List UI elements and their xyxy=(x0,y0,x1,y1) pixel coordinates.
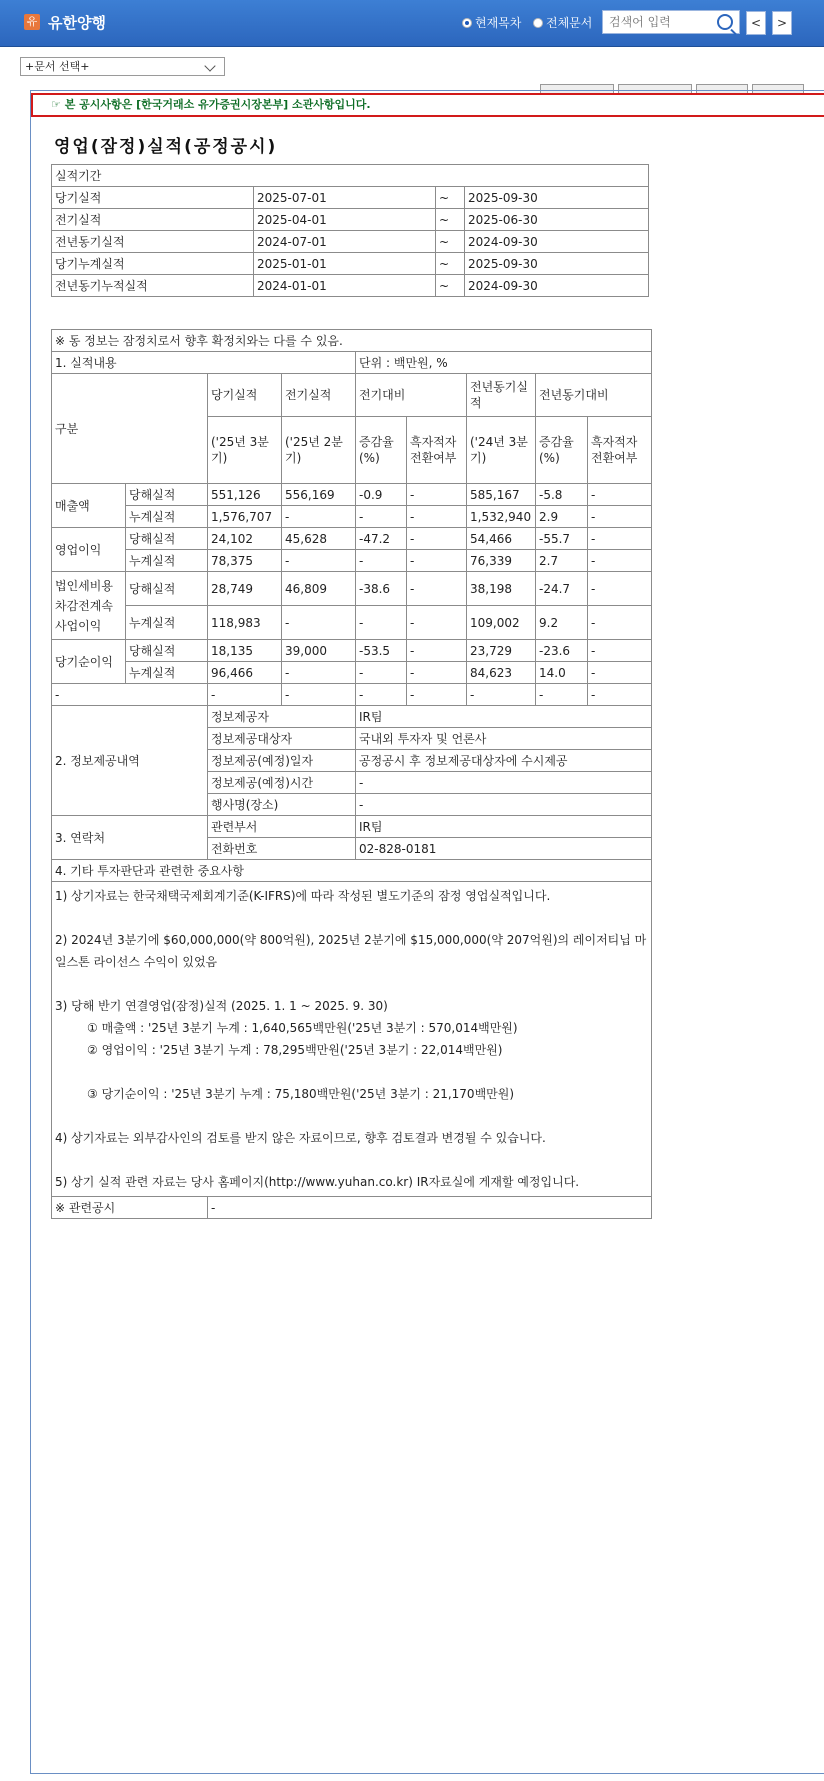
cell-yoy: 1,532,940 xyxy=(467,506,536,528)
group-revenue: 매출액 xyxy=(52,484,126,528)
cell-rate-yoy: -23.6 xyxy=(536,640,588,662)
provisional-note: ※ 동 정보는 잠정치로서 향후 확정치와는 다를 수 있음. xyxy=(52,330,652,352)
cell-previous: - xyxy=(282,662,356,684)
row-kind: 당해실적 xyxy=(126,484,208,506)
table-row xyxy=(52,484,652,506)
cell-previous: 556,169 xyxy=(282,484,356,506)
cell-current: 551,126 xyxy=(208,484,282,506)
cell-previous: 46,809 xyxy=(282,572,356,606)
period-tilde: ~ xyxy=(436,231,465,253)
cell-previous: - xyxy=(282,550,356,572)
row-kind: 누계실적 xyxy=(126,662,208,684)
cell-rate: -47.2 xyxy=(356,528,407,550)
sub-yoy-period: ('24년 3분기) xyxy=(467,417,536,484)
search-box xyxy=(602,10,740,34)
radio-all-docs[interactable] xyxy=(533,14,592,31)
cell-turn-yoy: - xyxy=(588,572,652,606)
table-row xyxy=(52,640,652,662)
cell-turn-yoy: - xyxy=(588,528,652,550)
period-row xyxy=(52,187,649,209)
cell-yoy: 38,198 xyxy=(467,572,536,606)
period-table xyxy=(51,164,649,297)
cell-dash: - xyxy=(588,684,652,706)
memo-para-5: 5) 상기 실적 관련 자료는 당사 홈페이지(http://www.yuhan.co.kr) IR자료실에 게재할 예정입니다. xyxy=(55,1175,580,1189)
jurisdiction-notice: ☞ 본 공시사항은 [한국거래소 유가증권시장본부] 소관사항입니다. xyxy=(31,93,824,117)
period-label: 전기실적 xyxy=(52,209,254,231)
row-kind: 당해실적 xyxy=(126,572,208,606)
cell-rate-yoy: -5.8 xyxy=(536,484,588,506)
radio-selected-icon xyxy=(462,18,472,28)
cell-current: 18,135 xyxy=(208,640,282,662)
memo-para-1: 1) 상기자료는 한국채택국제회계기준(K-IFRS)에 따라 작성된 별도기준의 잠정 영업실적입니다. xyxy=(55,889,551,903)
memo-item-net: ③ 당기순이익 : '25년 3분기 누계 : 75,180백만원('25년 3분기 : 21,170백만원) xyxy=(87,1087,515,1101)
cell-yoy: 76,339 xyxy=(467,550,536,572)
info-value: - xyxy=(356,794,652,816)
info-key: 행사명(장소) xyxy=(208,794,356,816)
memo-item-revenue: ① 매출액 : '25년 3분기 누계 : 1,640,565백만원('25년 3분기 : 570,014백만원) xyxy=(87,1021,518,1035)
group-net-income: 당기순이익 xyxy=(52,640,126,684)
cell-turn: - xyxy=(407,606,467,640)
sub-previous-period: ('25년 2분기) xyxy=(282,417,356,484)
row-kind: 누계실적 xyxy=(126,606,208,640)
row-kind: 당해실적 xyxy=(126,528,208,550)
radio-unselected-icon xyxy=(533,18,543,28)
col-current: 당기실적 xyxy=(208,374,282,417)
period-label: 당기실적 xyxy=(52,187,254,209)
cell-current: 1,576,707 xyxy=(208,506,282,528)
info-key: 정보제공(예정)시간 xyxy=(208,772,356,794)
info-key: 정보제공자 xyxy=(208,706,356,728)
memo-para-2: 2) 2024년 3분기에 $60,000,000(약 800억원), 2025년 2분기에 $15,000,000(약 207억원)의 레이저티닙 마일스톤 라이선스 수익이 있었음 xyxy=(55,933,647,969)
page-title: 영업(잠정)실적(공정공시) xyxy=(54,137,278,157)
col-group-header: 구분 xyxy=(52,374,208,484)
info-key: 정보제공(예정)일자 xyxy=(208,750,356,772)
info-value: 국내외 투자자 및 언론사 xyxy=(356,728,652,750)
group-operating-income: 영업이익 xyxy=(52,528,126,572)
related-value: - xyxy=(208,1197,652,1219)
cell-turn-yoy: - xyxy=(588,550,652,572)
table-row-empty xyxy=(52,684,652,706)
cell-yoy: 54,466 xyxy=(467,528,536,550)
document-select-value: +문서 선택+ xyxy=(25,60,90,73)
cell-rate: -53.5 xyxy=(356,640,407,662)
cell-turn: - xyxy=(407,572,467,606)
table-row xyxy=(52,528,652,550)
col-yoy-compare: 전년동기대비 xyxy=(536,374,652,417)
cell-turn: - xyxy=(407,640,467,662)
cell-rate: - xyxy=(356,606,407,640)
cell-turn: - xyxy=(407,662,467,684)
cell-rate: -0.9 xyxy=(356,484,407,506)
cell-current: 78,375 xyxy=(208,550,282,572)
unit-label: 단위 : 백만원, % xyxy=(356,352,652,374)
period-to: 2024-09-30 xyxy=(465,275,649,297)
document-select[interactable] xyxy=(20,57,225,76)
sub-turnaround: 흑자적자전환여부 xyxy=(407,417,467,484)
sub-yoy-turnaround: 흑자적자전환여부 xyxy=(588,417,652,484)
cell-previous: - xyxy=(282,606,356,640)
period-header: 실적기간 xyxy=(52,165,649,187)
cell-dash: - xyxy=(536,684,588,706)
col-previous-compare: 전기대비 xyxy=(356,374,467,417)
info-key: 정보제공대상자 xyxy=(208,728,356,750)
table-row xyxy=(52,606,652,640)
contact-value: 02-828-0181 xyxy=(356,838,652,860)
sub-current-period: ('25년 3분기) xyxy=(208,417,282,484)
group-pretax-income: 법인세비용차감전계속사업이익 xyxy=(52,572,126,640)
cell-turn-yoy: - xyxy=(588,506,652,528)
contact-key: 전화번호 xyxy=(208,838,356,860)
period-row xyxy=(52,231,649,253)
memo-para-4: 4) 상기자료는 외부감사인의 검토를 받지 않은 자료이므로, 향후 검토결과 변경될 수 있습니다. xyxy=(55,1131,546,1145)
cell-yoy: 23,729 xyxy=(467,640,536,662)
period-to: 2024-09-30 xyxy=(465,231,649,253)
cell-previous: 39,000 xyxy=(282,640,356,662)
info-value: IR팀 xyxy=(356,706,652,728)
period-to: 2025-09-30 xyxy=(465,187,649,209)
period-row xyxy=(52,253,649,275)
search-input[interactable] xyxy=(603,11,723,33)
table-row xyxy=(52,572,652,606)
cell-dash: - xyxy=(467,684,536,706)
info-value: - xyxy=(356,772,652,794)
cell-current: 96,466 xyxy=(208,662,282,684)
period-from: 2025-01-01 xyxy=(254,253,436,275)
cell-turn: - xyxy=(407,528,467,550)
period-tilde: ~ xyxy=(436,209,465,231)
cell-rate-yoy: -55.7 xyxy=(536,528,588,550)
company-logo-icon: 유 xyxy=(24,14,40,30)
search-icon[interactable] xyxy=(717,14,733,30)
period-tilde: ~ xyxy=(436,253,465,275)
cell-previous: 45,628 xyxy=(282,528,356,550)
cell-rate-yoy: 2.7 xyxy=(536,550,588,572)
cell-turn-yoy: - xyxy=(588,484,652,506)
cell-dash: - xyxy=(52,684,208,706)
col-previous: 전기실적 xyxy=(282,374,356,417)
chevron-down-icon xyxy=(204,60,215,71)
cell-rate-yoy: 14.0 xyxy=(536,662,588,684)
period-row xyxy=(52,209,649,231)
contact-value: IR팀 xyxy=(356,816,652,838)
period-tilde: ~ xyxy=(436,187,465,209)
row-kind: 누계실적 xyxy=(126,506,208,528)
cell-yoy: 84,623 xyxy=(467,662,536,684)
period-tilde: ~ xyxy=(436,275,465,297)
cell-previous: - xyxy=(282,506,356,528)
cell-turn-yoy: - xyxy=(588,662,652,684)
cell-dash: - xyxy=(282,684,356,706)
cell-rate-yoy: 9.2 xyxy=(536,606,588,640)
period-from: 2025-04-01 xyxy=(254,209,436,231)
cell-turn-yoy: - xyxy=(588,606,652,640)
row-kind: 누계실적 xyxy=(126,550,208,572)
table-row xyxy=(52,550,652,572)
info-value: 공정공시 후 정보제공대상자에 수시제공 xyxy=(356,750,652,772)
company-title: 유한양행 xyxy=(48,14,106,32)
row-kind: 당해실적 xyxy=(126,640,208,662)
period-from: 2024-01-01 xyxy=(254,275,436,297)
period-row xyxy=(52,275,649,297)
cell-yoy: 585,167 xyxy=(467,484,536,506)
top-toolbar xyxy=(0,0,824,47)
col-yoy: 전년동기실적 xyxy=(467,374,536,417)
period-from: 2025-07-01 xyxy=(254,187,436,209)
cell-turn-yoy: - xyxy=(588,640,652,662)
cell-rate: - xyxy=(356,662,407,684)
section-3-title: 3. 연락처 xyxy=(52,816,208,860)
radio-current-label: 현재목차 xyxy=(475,16,522,30)
period-label: 전년동기누적실적 xyxy=(52,275,254,297)
cell-rate: -38.6 xyxy=(356,572,407,606)
period-to: 2025-06-30 xyxy=(465,209,649,231)
cell-rate-yoy: 2.9 xyxy=(536,506,588,528)
cell-rate: - xyxy=(356,550,407,572)
cell-dash: - xyxy=(407,684,467,706)
cell-dash: - xyxy=(356,684,407,706)
period-to: 2025-09-30 xyxy=(465,253,649,275)
cell-turn: - xyxy=(407,484,467,506)
cell-current: 28,749 xyxy=(208,572,282,606)
section-1-title: 1. 실적내용 xyxy=(52,352,356,374)
period-label: 전년동기실적 xyxy=(52,231,254,253)
contact-key: 관련부서 xyxy=(208,816,356,838)
table-row xyxy=(52,662,652,684)
prev-button[interactable]: < xyxy=(746,11,766,35)
memo-cell xyxy=(52,882,652,1197)
memo-para-3: 3) 당해 반기 연결영업(잠정)실적 (2025. 1. 1 ~ 2025. 9. 30) xyxy=(55,999,388,1013)
cell-rate: - xyxy=(356,506,407,528)
period-label: 당기누계실적 xyxy=(52,253,254,275)
cell-turn: - xyxy=(407,550,467,572)
sub-yoy-change-rate: 증감율(%) xyxy=(536,417,588,484)
next-button[interactable]: > xyxy=(772,11,792,35)
period-from: 2024-07-01 xyxy=(254,231,436,253)
cell-current: 118,983 xyxy=(208,606,282,640)
cell-dash: - xyxy=(208,684,282,706)
cell-yoy: 109,002 xyxy=(467,606,536,640)
cell-turn: - xyxy=(407,506,467,528)
table-row xyxy=(52,506,652,528)
sub-change-rate: 증감율(%) xyxy=(356,417,407,484)
section-4-title: 4. 기타 투자판단과 관련한 중요사항 xyxy=(52,860,652,882)
related-label: ※ 관련공시 xyxy=(52,1197,208,1219)
memo-item-operating: ② 영업이익 : '25년 3분기 누계 : 78,295백만원('25년 3분기 : 22,014백만원) xyxy=(87,1043,503,1057)
cell-current: 24,102 xyxy=(208,528,282,550)
cell-rate-yoy: -24.7 xyxy=(536,572,588,606)
radio-all-label: 전체문서 xyxy=(546,16,593,30)
results-table xyxy=(51,329,652,1219)
section-2-title: 2. 정보제공내역 xyxy=(52,706,208,816)
radio-current-toc[interactable] xyxy=(462,14,521,31)
